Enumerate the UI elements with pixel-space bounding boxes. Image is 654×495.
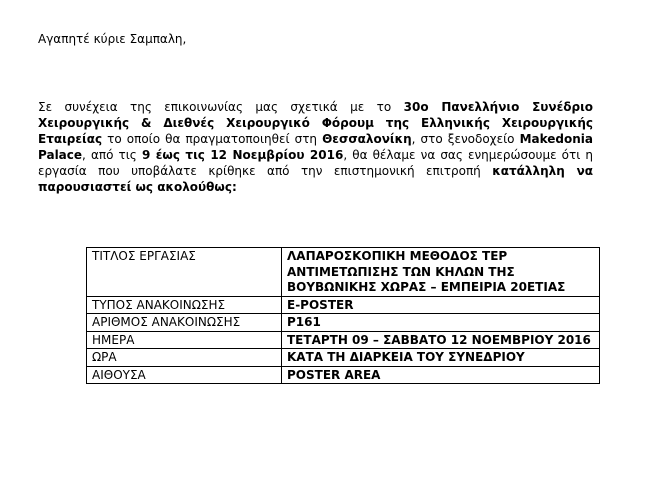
letter-body-paragraph [38, 99, 593, 195]
table-row [87, 314, 600, 332]
row-label-day: ΗΜΕΡΑ [87, 331, 282, 349]
row-label-time: ΩΡΑ [87, 349, 282, 367]
table-row [87, 349, 600, 367]
body-text-dates-intro: , από τις [82, 148, 142, 162]
row-label-number: ΑΡΙΘΜΟΣ ΑΝΑΚΟΙΝΩΣΗΣ [87, 314, 282, 332]
conference-city: Θεσσαλονίκη [322, 132, 412, 146]
row-label-type: ΤΥΠΟΣ ΑΝΑΚΟΙΝΩΣΗΣ [87, 296, 282, 314]
table-row [87, 331, 600, 349]
conference-name: 30ο Πανελλήνιο Συνέδριο Χειρουργικής & Διεθνές Χειρουργικό Φόρουμ της Ελληνικής Χειρουργικής Εταιρείας [38, 100, 594, 146]
body-text-venue-intro: το οποίο θα πραγματοποιηθεί στη [102, 132, 323, 146]
row-value-type: E-POSTER [282, 296, 600, 314]
body-text-notification: , θα θέλαμε να σας ενημερώσουμε ότι η εργασία που υποβάλατε κρίθηκε από την επιστημονική επιτροπή [38, 148, 593, 178]
presentation-details-table [86, 247, 600, 384]
body-text-hotel-intro: , στο ξενοδοχείο [411, 132, 520, 146]
table-row [87, 366, 600, 384]
table-row [87, 248, 600, 297]
row-value-day: ΤΕΤΑΡΤΗ 09 – ΣΑΒΒΑΤΟ 12 ΝΟΕΜΒΡΙΟΥ 2016 [282, 331, 600, 349]
row-value-title: ΛΑΠΑΡΟΣΚΟΠΙΚΗ ΜΕΘΟΔΟΣ ΤΕΡ ΑΝΤΙΜΕΤΩΠΙΣΗΣ ΤΩΝ ΚΗΛΩΝ ΤΗΣ ΒΟΥΒΩΝΙΚΗΣ ΧΩΡΑΣ – ΕΜΠΕΙΡΙΑ 20ΕΤΙΑΣ [282, 248, 600, 297]
row-value-room: POSTER AREA [282, 366, 600, 384]
row-label-room: ΑΙΘΟΥΣΑ [87, 366, 282, 384]
body-text-intro: Σε συνέχεια της επικοινωνίας μας σχετικά με το [38, 100, 404, 114]
row-label-title: ΤΙΤΛΟΣ ΕΡΓΑΣΙΑΣ [87, 248, 282, 297]
row-value-number: P161 [282, 314, 600, 332]
acceptance-verdict: κατάλληλη να παρουσιαστεί ως ακολούθως: [38, 164, 593, 194]
conference-hotel: Makedonia Palace [38, 132, 594, 162]
letter-greeting: Αγαπητέ κύριε Σαμπαλη, [38, 32, 187, 46]
row-value-time: ΚΑΤΑ ΤΗ ΔΙΑΡΚΕΙΑ ΤΟΥ ΣΥΝΕΔΡΙΟΥ [282, 349, 600, 367]
conference-dates: 9 έως τις 12 Νοεμβρίου 2016 [141, 148, 344, 162]
table-row [87, 296, 600, 314]
